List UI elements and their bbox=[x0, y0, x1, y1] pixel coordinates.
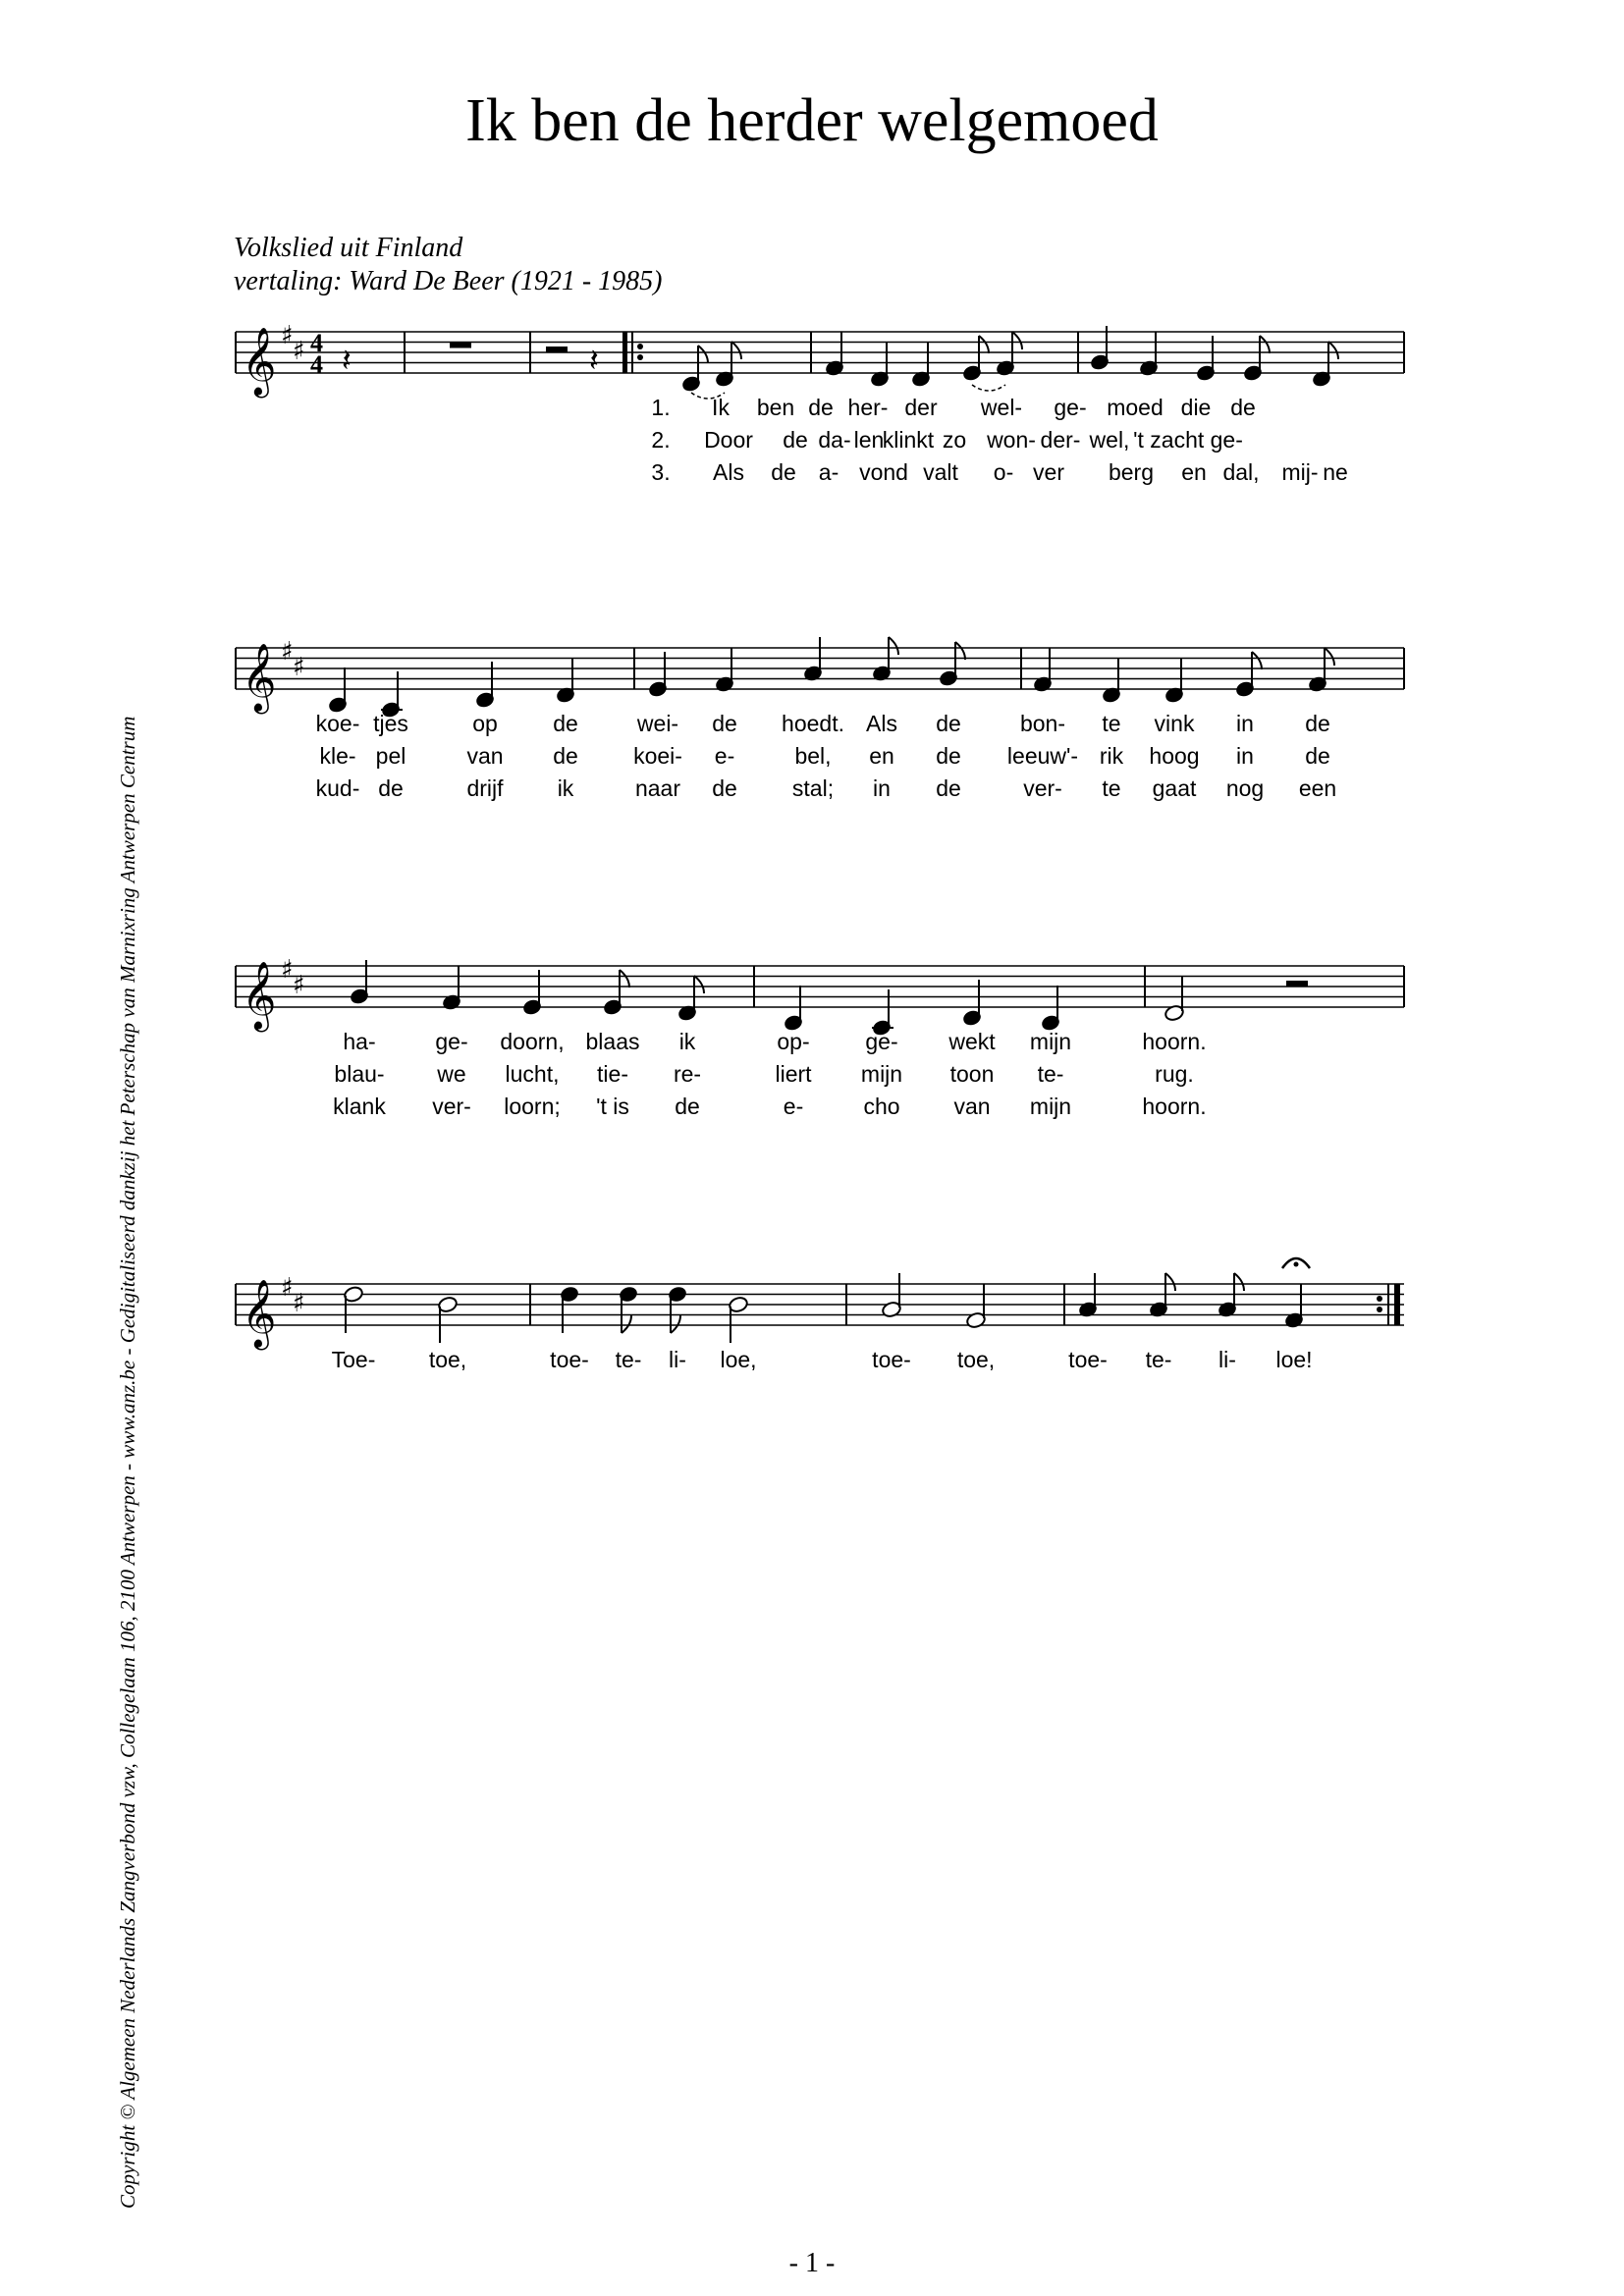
lyric-syllable: 't is bbox=[596, 1094, 629, 1119]
lyric-syllable: li- bbox=[669, 1347, 686, 1372]
sharp-icon: ♯ bbox=[281, 955, 294, 985]
lyric-syllable: der- bbox=[1040, 427, 1081, 453]
copyright-notice: Copyright © Algemeen Nederlands Zangverbond vzw, Collegelaan 106, 2100 Antwerpen - www.anz.be - Gedigitaliseerd dankzij het Peterschap van Marnixring Antwerpen Centrum bbox=[116, 716, 139, 2209]
whole-rest-icon bbox=[450, 343, 471, 348]
sharp-icon: ♯ bbox=[281, 1273, 294, 1303]
translator-text: vertaling: Ward De Beer (1921 - 1985) bbox=[234, 265, 663, 296]
lyric-syllable: ver- bbox=[1023, 775, 1062, 801]
lyric-syllable: van bbox=[466, 743, 504, 769]
lyric-syllable: we bbox=[437, 1061, 466, 1087]
lyric-syllable: toe, bbox=[428, 1347, 467, 1372]
lyric-syllable: de bbox=[936, 711, 961, 736]
lyric-syllable: mijn bbox=[860, 1061, 903, 1087]
lyric-syllable: toe- bbox=[1068, 1347, 1108, 1372]
lyric-syllable: wekt bbox=[948, 1029, 996, 1054]
lyric-syllable: valt bbox=[923, 459, 958, 485]
lyric-syllable: wel, bbox=[1089, 427, 1130, 453]
lyric-syllable: li- bbox=[1218, 1347, 1236, 1372]
lyric-syllable: tie- bbox=[597, 1061, 628, 1087]
lyric-syllable: pel bbox=[375, 743, 406, 769]
lyric-syllable: naar bbox=[634, 775, 681, 801]
lyric-syllable: te- bbox=[1037, 1061, 1064, 1087]
subtitle-block bbox=[234, 232, 663, 297]
lyric-syllable: Toe- bbox=[331, 1347, 376, 1372]
sharp-icon: ♯ bbox=[293, 337, 305, 366]
quarter-rest-icon: 𝄽 bbox=[589, 342, 599, 379]
lyric-syllable: koei- bbox=[633, 743, 682, 769]
lyric-syllable: loe! bbox=[1275, 1347, 1313, 1372]
lyric-syllable: in bbox=[1236, 711, 1254, 736]
lyric-syllable: de bbox=[712, 775, 737, 801]
lyric-syllable: nog bbox=[1225, 775, 1265, 801]
music-system-3 bbox=[0, 929, 1624, 1145]
lyric-syllable: hoedt. bbox=[782, 711, 844, 736]
lyric-syllable: tjes bbox=[373, 711, 408, 736]
lyric-syllable: bon- bbox=[1019, 711, 1066, 736]
lyric-syllable: Als bbox=[866, 711, 897, 736]
lyric-syllable: e- bbox=[783, 1094, 804, 1119]
music-system-4 bbox=[0, 1247, 1624, 1463]
lyric-syllable: 3. bbox=[651, 459, 671, 485]
lyric-syllable: de bbox=[712, 711, 737, 736]
lyric-syllable: Als bbox=[713, 459, 744, 485]
lyric-syllable: hoorn. bbox=[1142, 1029, 1207, 1054]
sharp-icon: ♯ bbox=[281, 637, 294, 667]
lyric-syllable: won- bbox=[987, 427, 1036, 453]
lyric-syllable: her- bbox=[847, 395, 889, 420]
origin-text: Volkslied uit Finland bbox=[234, 233, 463, 263]
lyric-syllable: de bbox=[553, 711, 578, 736]
lyric-syllable: koe- bbox=[315, 711, 360, 736]
lyric-syllable: in bbox=[1236, 743, 1254, 769]
lyric-syllable: toe- bbox=[550, 1347, 589, 1372]
staff-system-4 bbox=[0, 1247, 1624, 1463]
lyric-syllable: da- bbox=[818, 427, 851, 453]
lyric-syllable: toe, bbox=[956, 1347, 996, 1372]
lyric-syllable: de bbox=[378, 775, 404, 801]
lyric-syllable: mijn bbox=[1029, 1029, 1072, 1054]
half-rest-icon bbox=[1286, 981, 1308, 987]
music-system-1 bbox=[0, 294, 1624, 510]
lyric-syllable: loe, bbox=[720, 1347, 757, 1372]
lyric-syllable: mij- bbox=[1281, 459, 1319, 485]
lyric-syllable: ik bbox=[557, 775, 574, 801]
lyric-syllable: hoorn. bbox=[1142, 1094, 1207, 1119]
lyric-syllable: de bbox=[936, 743, 961, 769]
lyric-syllable: te bbox=[1102, 711, 1121, 736]
lyric-syllable: 2. bbox=[651, 427, 671, 453]
lyric-syllable: ge- bbox=[865, 1029, 898, 1054]
lyric-syllable: loorn; bbox=[504, 1094, 561, 1119]
lyric-syllable: re- bbox=[673, 1061, 702, 1087]
lyric-syllable: in bbox=[873, 775, 891, 801]
lyric-syllable: cho bbox=[863, 1094, 900, 1119]
lyric-syllable: de bbox=[936, 775, 961, 801]
lyric-syllable: kud- bbox=[315, 775, 360, 801]
lyric-syllable: blau- bbox=[334, 1061, 385, 1087]
sharp-icon: ♯ bbox=[293, 653, 305, 682]
lyric-syllable: 't zacht ge- bbox=[1133, 427, 1243, 453]
lyric-syllable: te bbox=[1102, 775, 1121, 801]
lyric-syllable: ge- bbox=[1054, 395, 1087, 420]
lyric-syllable: vond bbox=[859, 459, 908, 485]
lyric-syllable: toe- bbox=[872, 1347, 911, 1372]
lyric-syllable: moed bbox=[1107, 395, 1164, 420]
lyric-syllable: doorn, bbox=[500, 1029, 565, 1054]
lyric-syllable: ver bbox=[1033, 459, 1064, 485]
lyric-syllable: leeuw'- bbox=[1006, 743, 1079, 769]
lyric-syllable: een bbox=[1298, 775, 1337, 801]
quarter-rest-icon: 𝄽 bbox=[342, 342, 352, 379]
lyric-syllable: rik bbox=[1099, 743, 1124, 769]
sharp-icon: ♯ bbox=[293, 971, 305, 1000]
music-system-2 bbox=[0, 611, 1624, 827]
lyric-syllable: stal; bbox=[791, 775, 835, 801]
treble-clef-icon: 𝄞 bbox=[242, 1279, 277, 1348]
lyric-syllable: de bbox=[1230, 395, 1256, 420]
lyric-syllable: te- bbox=[615, 1347, 642, 1372]
lyric-syllable: de bbox=[808, 395, 834, 420]
lyric-syllable: der bbox=[904, 395, 938, 420]
lyric-syllable: ver- bbox=[432, 1094, 471, 1119]
lyric-syllable: de bbox=[771, 459, 796, 485]
lyric-syllable: op bbox=[472, 711, 498, 736]
lyric-syllable: Door bbox=[704, 427, 753, 453]
lyric-syllable: toon bbox=[949, 1061, 995, 1087]
lyric-syllable: ha- bbox=[343, 1029, 376, 1054]
time-signature-top: 4 bbox=[310, 329, 323, 357]
lyric-syllable: bel, bbox=[794, 743, 832, 769]
lyric-syllable: de bbox=[783, 427, 808, 453]
lyric-syllable: rug. bbox=[1155, 1061, 1194, 1087]
time-signature-bottom: 4 bbox=[310, 350, 323, 379]
lyric-syllable: die bbox=[1180, 395, 1212, 420]
lyric-syllable: blaas bbox=[585, 1029, 640, 1054]
lyric-syllable: wel- bbox=[980, 395, 1023, 420]
lyric-syllable: drijf bbox=[466, 775, 504, 801]
lyric-syllable: de bbox=[553, 743, 578, 769]
lyric-syllable: de bbox=[675, 1094, 700, 1119]
treble-clef-icon: 𝄞 bbox=[242, 643, 277, 712]
lyric-syllable: gaat bbox=[1152, 775, 1197, 801]
lyric-syllable: klinkt bbox=[882, 427, 935, 453]
half-rest-icon bbox=[546, 347, 568, 352]
lyric-syllable: ge- bbox=[435, 1029, 468, 1054]
lyric-syllable: ne bbox=[1323, 459, 1348, 485]
lyric-syllable: Ik bbox=[712, 395, 730, 420]
lyric-syllable: de bbox=[1305, 711, 1330, 736]
page-title: Ik ben de herder welgemoed bbox=[465, 87, 1159, 154]
lyric-syllable: zo bbox=[942, 427, 967, 453]
lyric-syllable: o- bbox=[993, 459, 1014, 485]
page-number: - 1 - bbox=[788, 2248, 836, 2278]
lyric-syllable: op- bbox=[777, 1029, 810, 1054]
lyric-syllable: ik bbox=[678, 1029, 696, 1054]
lyric-syllable: en bbox=[1181, 459, 1207, 485]
lyric-syllable: a- bbox=[818, 459, 839, 485]
lyric-syllable: klank bbox=[333, 1094, 386, 1119]
lyric-syllable: kle- bbox=[319, 743, 356, 769]
lyric-syllable: lucht, bbox=[505, 1061, 560, 1087]
treble-clef-icon: 𝄞 bbox=[242, 327, 277, 396]
lyric-syllable: berg bbox=[1108, 459, 1155, 485]
sharp-icon: ♯ bbox=[293, 1289, 305, 1318]
lyric-syllable: wei- bbox=[636, 711, 679, 736]
lyric-syllable: len bbox=[853, 427, 885, 453]
lyric-syllable: hoog bbox=[1149, 743, 1200, 769]
lyric-syllable: vink bbox=[1154, 711, 1195, 736]
lyric-syllable: mijn bbox=[1029, 1094, 1072, 1119]
lyric-syllable: en bbox=[869, 743, 894, 769]
sharp-icon: ♯ bbox=[281, 321, 294, 350]
lyric-syllable: dal, bbox=[1222, 459, 1260, 485]
treble-clef-icon: 𝄞 bbox=[242, 961, 277, 1030]
lyric-syllable: van bbox=[953, 1094, 991, 1119]
lyric-syllable: ben bbox=[756, 395, 795, 420]
lyric-syllable: de bbox=[1305, 743, 1330, 769]
lyric-syllable: e- bbox=[714, 743, 735, 769]
lyric-syllable: liert bbox=[775, 1061, 812, 1087]
staff-system-3 bbox=[0, 929, 1624, 1145]
lyric-syllable: te- bbox=[1145, 1347, 1172, 1372]
lyric-syllable: 1. bbox=[651, 395, 671, 420]
